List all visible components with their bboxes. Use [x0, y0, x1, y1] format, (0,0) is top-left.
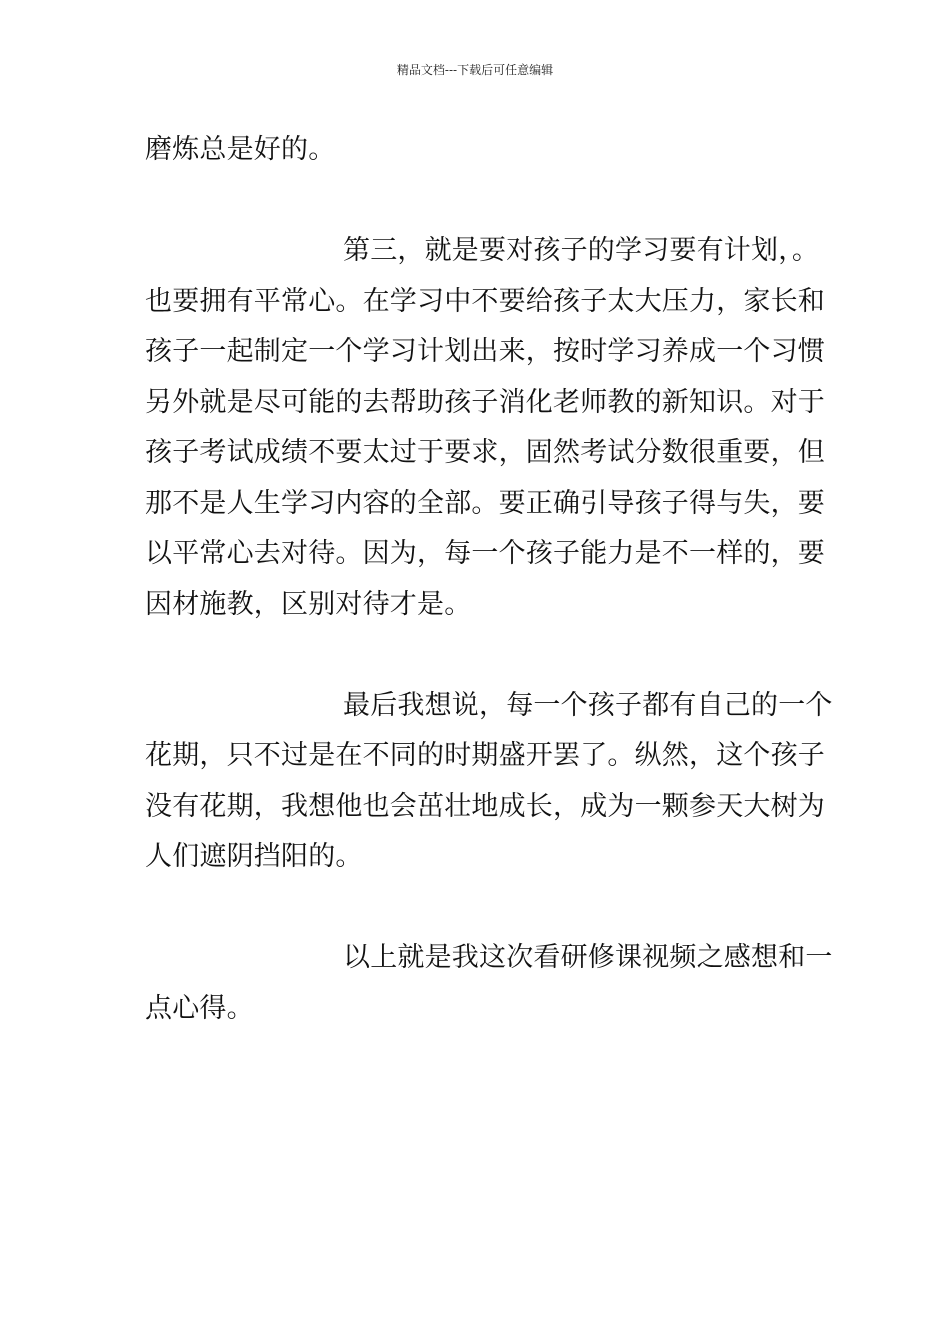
paragraph-continuation	[145, 125, 805, 176]
text-line: 孩子一起制定一个学习计划出来，按时学习养成一个习惯	[145, 336, 825, 367]
text-line: 另外就是尽可能的去帮助孩子消化老师教的新知识。对于	[145, 386, 825, 418]
text-line: 也要拥有平常心。在学习中不要给孩子太大压力，家长和	[145, 285, 825, 317]
text-line: 没有花期，我想他也会茁壮地成长，成为一颗参天大树为	[145, 790, 825, 822]
text-line: 花期，只不过是在不同的时期盛开罢了。纵然，这个孩子	[145, 740, 825, 771]
paragraph-study-plan	[145, 226, 825, 630]
text-line: 第三，就是要对孩子的学习要有计划，。	[343, 235, 820, 266]
text-line: 因材施教，区别对待才是。	[145, 588, 472, 620]
paragraph-gap	[145, 883, 805, 934]
document-body	[145, 125, 833, 1034]
paragraph-gap	[145, 176, 805, 227]
text-line: 以平常心去对待。因为，每一个孩子能力是不一样的，要	[145, 538, 825, 569]
text-line: 孩子考试成绩不要太过于要求，固然考试分数很重要，但	[145, 437, 825, 468]
text-line: 点心得。	[145, 992, 254, 1024]
text-line: 人们遮阴挡阳的。	[145, 841, 363, 872]
text-line: 以上就是我这次看研修课视频之感想和一	[343, 942, 833, 973]
paragraph-conclusion	[145, 933, 833, 1034]
paragraph-gap	[145, 630, 805, 681]
text-line: 那不是人生学习内容的全部。要正确引导孩子得与失，要	[145, 487, 825, 519]
page-header: 精品文档---下载后可任意编辑	[396, 63, 554, 77]
paragraph-flowering	[145, 681, 833, 883]
text-line: 最后我想说，每一个孩子都有自己的一个	[343, 689, 833, 721]
text-line: 磨炼总是好的。	[145, 134, 336, 165]
